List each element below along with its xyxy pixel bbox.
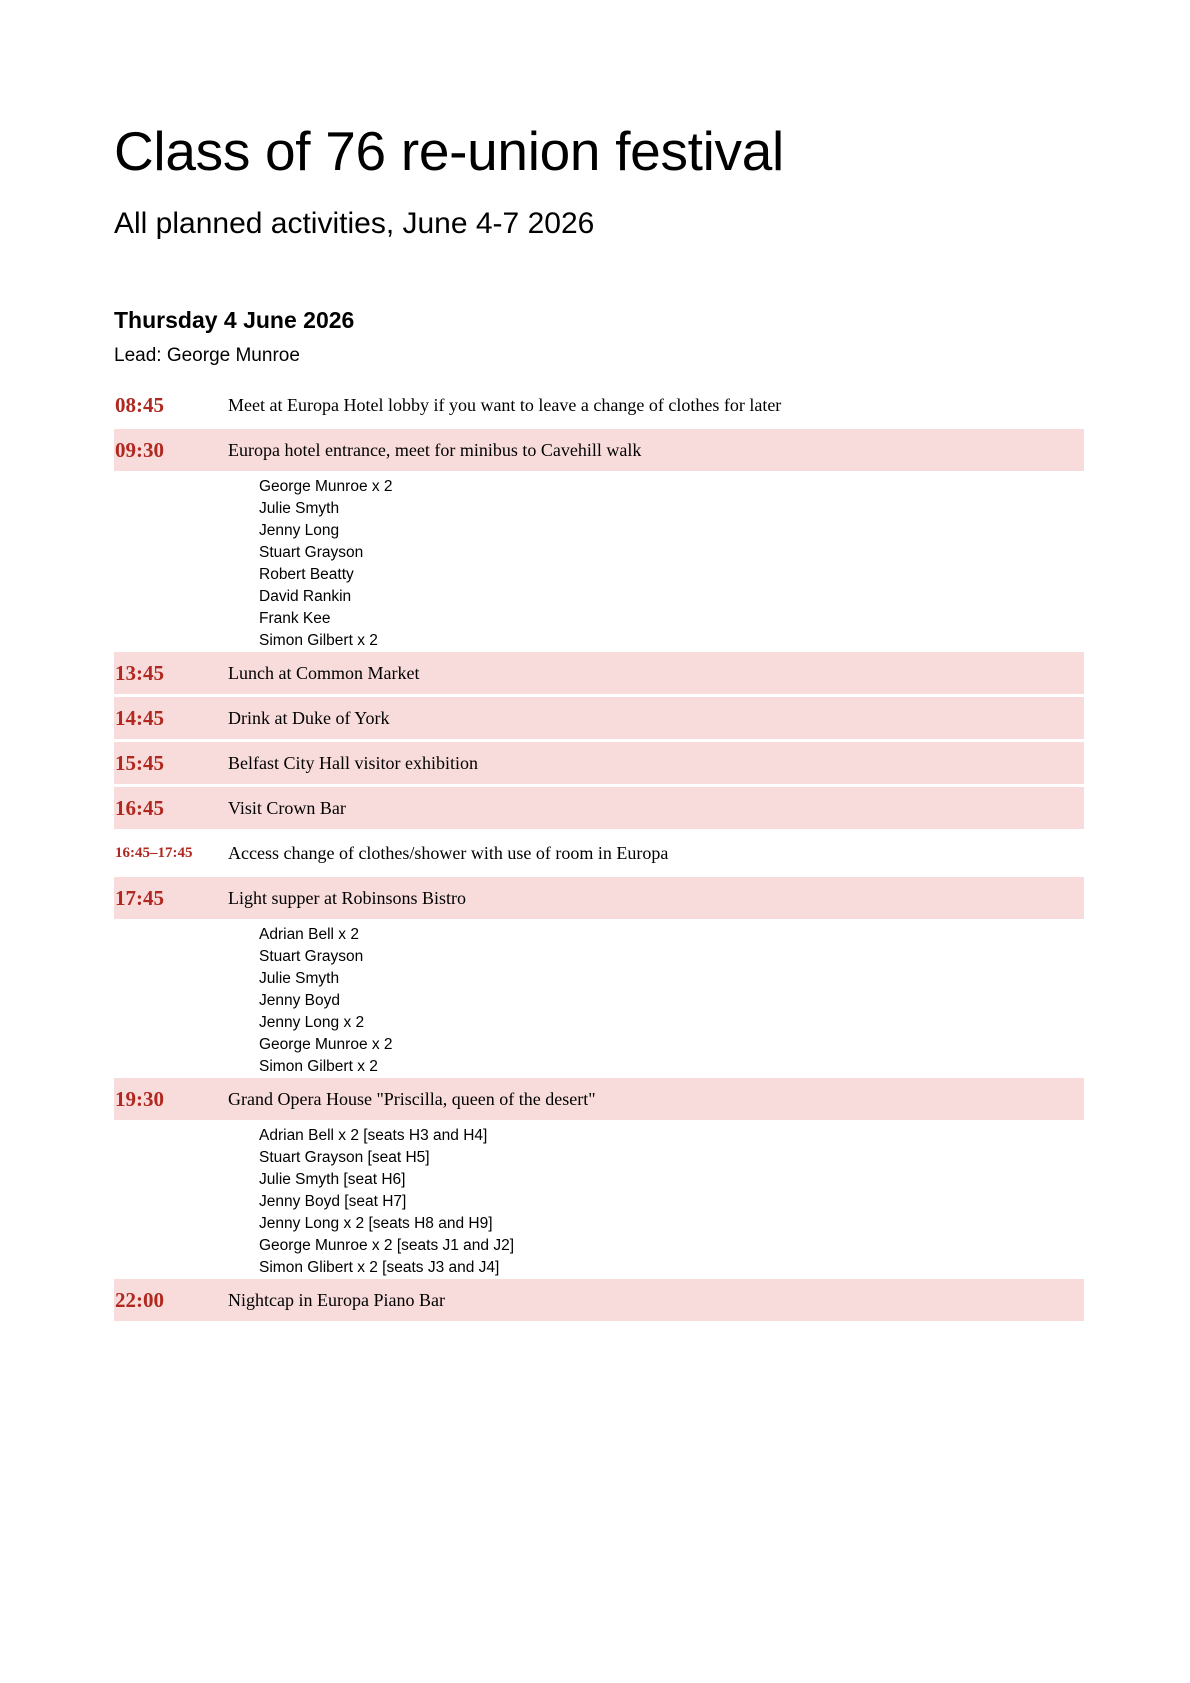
attendee: Julie Smyth [seat H6] [259,1171,406,1188]
day-heading: Thursday 4 June 2026 [114,307,355,333]
event-row [114,697,1084,739]
event-time: 19:30 [115,1086,164,1111]
attendee: Adrian Bell x 2 [259,926,359,943]
event-row [114,1078,1084,1120]
event-row [114,787,1084,829]
page-subtitle: All planned activities, June 4-7 2026 [114,207,595,240]
event-description: Light supper at Robinsons Bistro [228,887,466,908]
day-lead: Lead: George Munroe [114,345,300,366]
event-row [114,1279,1084,1321]
attendee: Jenny Long [259,522,340,539]
attendee: Stuart Grayson [seat H5] [259,1149,430,1166]
attendee: Robert Beatty [259,566,354,583]
attendee: Jenny Long x 2 [seats H8 and H9] [259,1215,493,1232]
event-description: Lunch at Common Market [228,662,420,683]
page-title: Class of 76 re-union festival [114,120,784,182]
event-time: 09:30 [115,437,164,462]
attendee: Frank Kee [259,610,331,627]
event-description: Belfast City Hall visitor exhibition [228,752,478,773]
attendee: Stuart Grayson [259,948,364,965]
event-row [114,742,1084,784]
attendee-list [259,922,1084,1078]
event-row [114,384,1084,426]
attendee: Simon Gilbert x 2 [259,632,378,649]
attendee: George Munroe x 2 [seats J1 and J2] [259,1237,515,1254]
event-description: Access change of clothes/shower with use of room in Europa [228,842,669,863]
event-time: 08:45 [115,392,164,417]
event-time: 17:45 [115,885,164,910]
attendee-list [259,1123,1084,1279]
attendee: Julie Smyth [259,970,340,987]
event-time: 16:45 [115,795,164,820]
document-page [114,118,1084,1324]
event-row [114,652,1084,694]
attendee: Jenny Boyd [259,992,340,1009]
event-description: Drink at Duke of York [228,707,390,728]
attendee: Adrian Bell x 2 [seats H3 and H4] [259,1127,488,1144]
event-description: Visit Crown Bar [228,797,346,818]
event-time: 15:45 [115,750,164,775]
attendee: Julie Smyth [259,500,340,517]
attendee: Simon Gilbert x 2 [259,1058,378,1075]
attendee: Jenny Long x 2 [259,1014,365,1031]
attendee: George Munroe x 2 [259,478,393,495]
attendee-list [259,474,1084,652]
attendee: Jenny Boyd [seat H7] [259,1193,407,1210]
event-time: 13:45 [115,660,164,685]
event-description: Meet at Europa Hotel lobby if you want to leave a change of clothes for later [228,394,782,415]
event-row [114,429,1084,471]
event-time: 22:00 [115,1287,164,1312]
attendee: George Munroe x 2 [259,1036,393,1053]
event-row [114,877,1084,919]
event-row [114,832,1084,874]
schedule [114,384,1084,1321]
event-time: 14:45 [115,705,164,730]
event-time: 16:45–17:45 [115,844,193,861]
event-description: Europa hotel entrance, meet for minibus to Cavehill walk [228,439,642,460]
attendee: David Rankin [259,588,352,605]
attendee: Simon Glibert x 2 [seats J3 and J4] [259,1259,500,1276]
event-description: Grand Opera House "Priscilla, queen of the desert" [228,1088,596,1109]
event-description: Nightcap in Europa Piano Bar [228,1289,445,1310]
attendee: Stuart Grayson [259,544,364,561]
